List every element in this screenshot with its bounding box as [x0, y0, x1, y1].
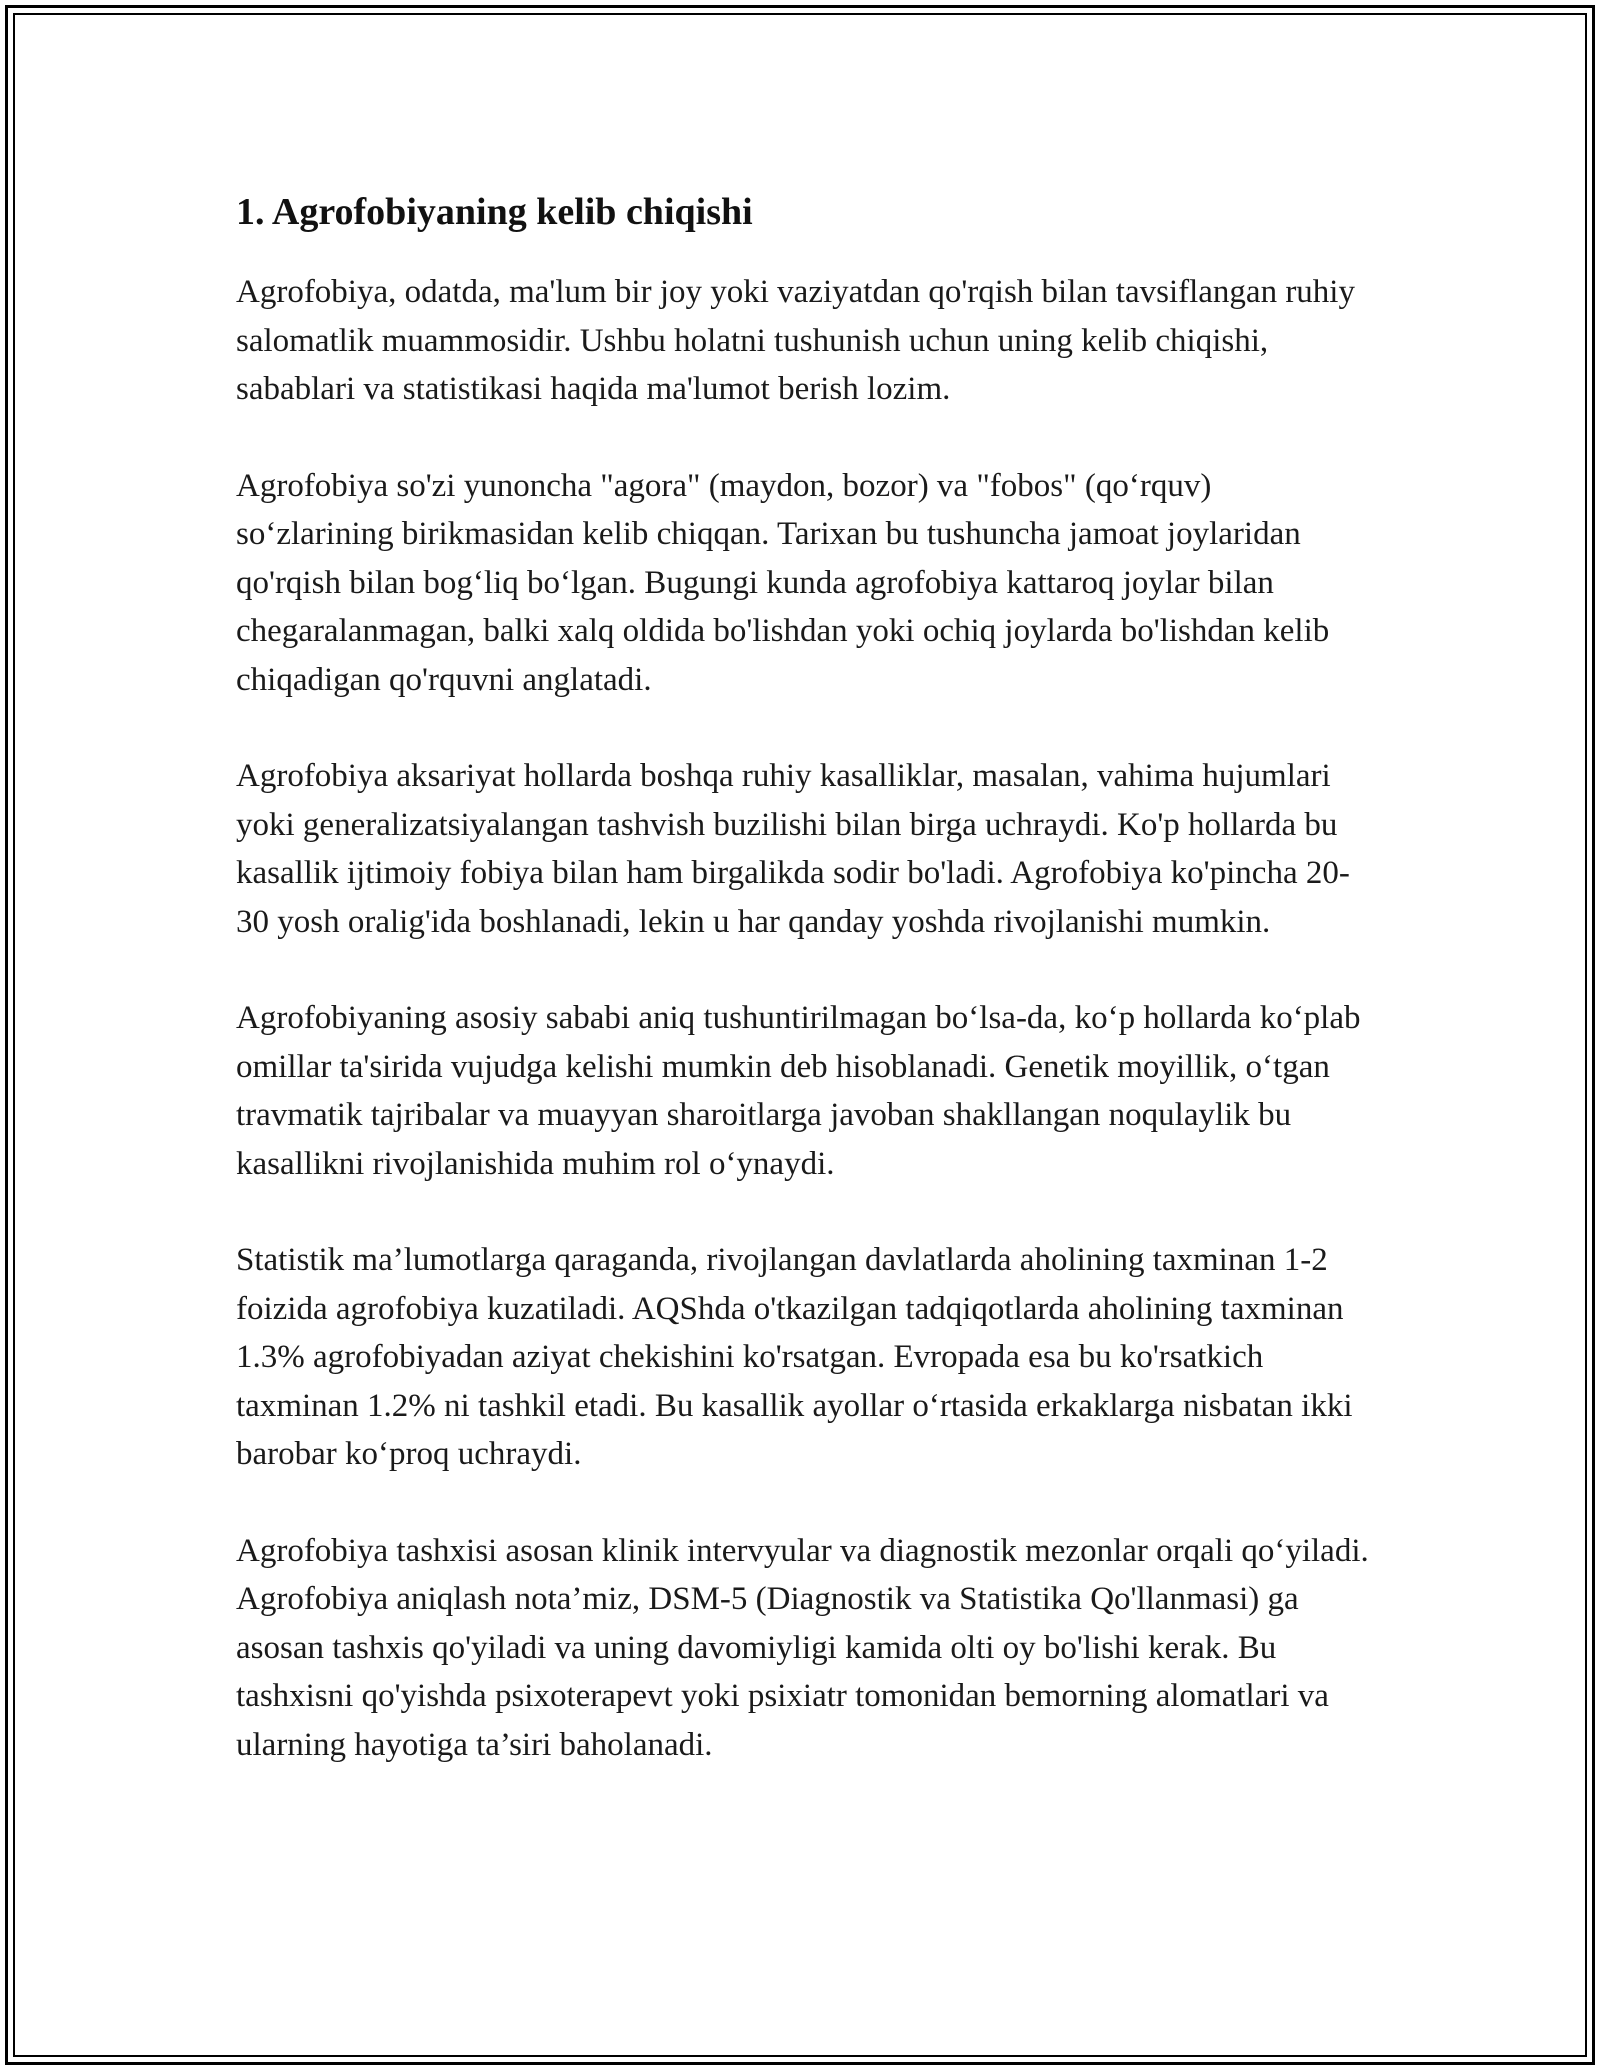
paragraph-diagnosis: Agrofobiya tashxisi asosan klinik intervyular va diagnostik mezonlar orqali qo‘yiladi. Agrofobiya aniqlash nota’miz, DSM-5 (Diagnostik va Statistika Qo'llanmasi) ga asosan tashxis qo'yiladi va uning davomiyligi kamida olti oy bo'lishi kerak. Bu tashxisni qo'yishda psixoterapevt yoki psixiatr tomonidan bemorning alomatlari va ularning hayotiga ta’siri baholanadi. — [236, 1532, 1369, 1763]
section-heading: 1. Agrofobiyaning kelib chiqishi — [236, 191, 753, 233]
paragraph-statistics: Statistik ma’lumotlarga qaraganda, rivojlangan davlatlarda aholining taxminan 1-2 foizida agrofobiya kuzatiladi. AQShda o'tkazilgan tadqiqotlarda aholining taxminan 1.3% agrofobiyadan aziyat chekishini ko'rsatgan. Evropada esa bu ko'rsatkich taxminan 1.2% ni tashkil etadi. Bu kasallik ayollar o‘rtasida erkaklarga nisbatan ikki barobar ko‘proq uchraydi. — [236, 1242, 1353, 1472]
document-body — [236, 186, 1376, 1817]
paragraph-causes: Agrofobiyaning asosiy sababi aniq tushuntirilmagan bo‘lsa-da, ko‘p hollarda ko‘plab omillar ta'sirida vujudga kelishi mumkin deb hisoblanadi. Genetik moyillik, o‘tgan travmatik tajribalar va muayyan sharoitlarga javoban shakllangan noqulaylik bu kasallikni rivojlanishida muhim rol o‘ynaydi. — [236, 1000, 1361, 1182]
paragraph-intro: Agrofobiya, odatda, ma'lum bir joy yoki vaziyatdan qo'rqish bilan tavsiflangan ruhiy salomatlik muammosidir. Ushbu holatni tushunish uchun uning kelib chiqishi, sabablari va statistikasi haqida ma'lumot berish lozim. — [236, 274, 1355, 407]
paragraph-etymology: Agrofobiya so'zi yunoncha "agora" (maydon, bozor) va "fobos" (qo‘rquv) so‘zlarining birikmasidan kelib chiqqan. Tarixan bu tushuncha jamoat joylaridan qo'rqish bilan bog‘liq bo‘lgan. Bugungi kunda agrofobiya kattaroq joylar bilan chegaralanmagan, balki xalq oldida bo'lishdan yoki ochiq joylarda bo'lishdan kelib chiqadigan qo'rquvni anglatadi. — [236, 467, 1330, 698]
paragraph-comorbidity: Agrofobiya aksariyat hollarda boshqa ruhiy kasalliklar, masalan, vahima hujumlari yoki generalizatsiyalangan tashvish buzilishi bilan birga uchraydi. Ko'p hollarda bu kasallik ijtimoiy fobiya bilan ham birgalikda sodir bo'ladi. Agrofobiya ko'pincha 20-30 yosh oralig'ida boshlanadi, lekin u har qanday yoshda rivojlanishi mumkin. — [236, 758, 1350, 940]
